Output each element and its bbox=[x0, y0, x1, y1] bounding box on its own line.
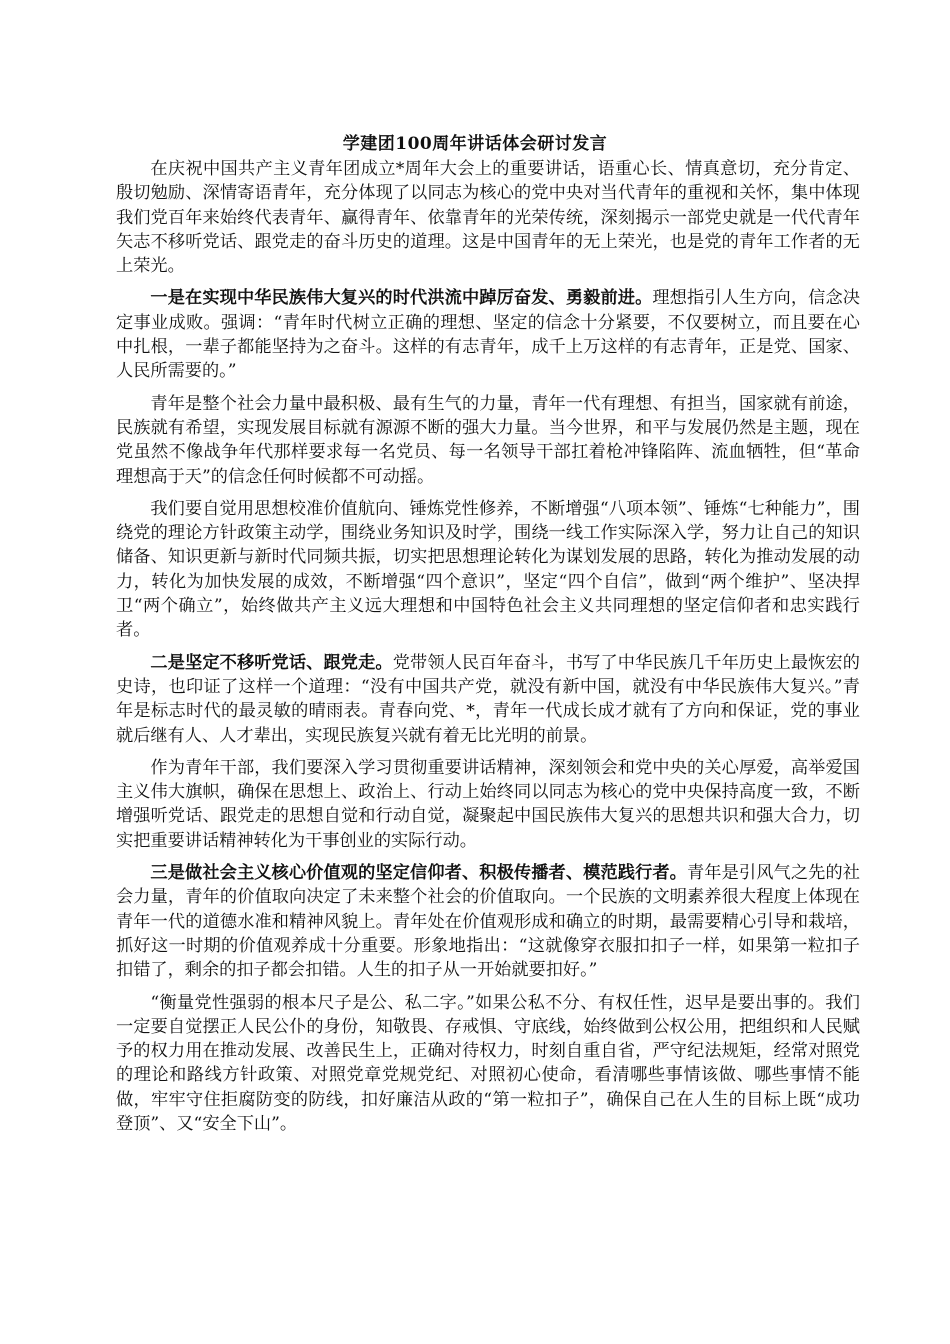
paragraph-young-cadres bbox=[116, 756, 860, 853]
paragraph-lead: 一是在实现中华民族伟大复兴的时代洪流中踔厉奋发、勇毅前进。 bbox=[150, 288, 653, 309]
paragraph-self-improvement bbox=[116, 497, 860, 643]
paragraph-text: 在庆祝中国共产主义青年团成立*周年大会上的重要讲话，语重心长、情真意切，充分肯定、殷切勉励、深情寄语青年，充分体现了以同志为核心的党中央对当代青年的重视和关怀，集中体现我们党百年来始终代表青年、赢得青年、依靠青年的光荣传统，深刻揭示一部党史就是一代代青年矢志不移听党话、跟党走的奋斗历史的道理。这是中国青年的无上荣光，也是党的青年工作者的无上荣光。 bbox=[116, 159, 860, 277]
paragraph-point-two bbox=[116, 651, 860, 748]
paragraph-text: 理想指引人生方向，信念决定事业成败。强调：“青年时代树立正确的理想、坚定的信念十分紧要，不仅要树立，而且要在心中扎根，一辈子都能坚持为之奋斗。这样的有志青年，成千上万这样的有志青年，正是党、国家、人民所需要的。” bbox=[116, 288, 860, 382]
document-body bbox=[116, 157, 860, 1136]
paragraph-youth-force bbox=[116, 392, 860, 489]
paragraph-text: 青年是引风气之先的社会力量，青年的价值取向决定了未来整个社会的价值取向。一个民族的文明素养很大程度上体现在青年一代的道德水准和精神风貌上。青年处在价值观形成和确立的时期，最需要精心引导和栽培，抓好这一时期的价值观养成十分重要。形象地指出：“这就像穿衣服扣扣子一样，如果第一粒扣子扣错了，剩余的扣子都会扣错。人生的扣子从一开始就要扣好。” bbox=[116, 863, 860, 981]
paragraph-point-one bbox=[116, 286, 860, 383]
paragraph-text: “衡量党性强弱的根本尺子是公、私二字。”如果公私不分、有权任性，迟早是要出事的。我们一定要自觉摆正人民公仆的身份，知敬畏、存戒惧、守底线，始终做到公权公用，把组织和人民赋予的权力用在推动发展、改善民生上，正确对待权力，时刻自重自省，严守纪法规矩，经常对照党的理论和路线方针政策、对照党章党规党纪、对照初心使命，看清哪些事情该做、哪些事情不能做，牢牢守住拒腐防变的防线，扣好廉洁从政的“第一粒扣子”，确保自己在人生的目标上既“成功登顶”、又“安全下山”。 bbox=[116, 992, 860, 1134]
paragraph-text: 青年是整个社会力量中最积极、最有生气的力量，青年一代有理想、有担当，国家就有前途，民族就有希望，实现发展目标就有源源不断的强大力量。当今世界，和平与发展仍然是主题，现在党虽然不像战争年代那样要求每一名党员、每一名领导干部扛着枪冲锋陷阵、流血牺牲，但“革命理想高于天”的信念任何时候都不可动摇。 bbox=[116, 393, 860, 487]
paragraph-text: 作为青年干部，我们要深入学习贯彻重要讲话精神，深刻领会和党中央的关心厚爱，高举爱国主义伟大旗帜，确保在思想上、政治上、行动上始终同以同志为核心的党中央保持高度一致，不断增强听党话、跟党走的思想自觉和行动自觉，凝聚起中国民族伟大复兴的思想共识和强大合力，切实把重要讲话精神转化为干事创业的实际行动。 bbox=[116, 757, 860, 851]
paragraph-intro bbox=[116, 157, 860, 278]
paragraph-text: 党带领人民百年奋斗，书写了中华民族几千年历史上最恢宏的史诗，也印证了这样一个道理：“没有中国共产党，就没有新中国，就没有中华民族伟大复兴。”青年是标志时代的最灵敏的晴雨表。青春向党、*，青年一代成长成才就有了方向和保证，党的事业就后继有人、人才辈出，实现民族复兴就有着无比光明的前景。 bbox=[116, 652, 860, 746]
paragraph-text: 我们要自觉用思想校准价值航向、锤炼党性修养，不断增强“八项本领”、锤炼“七种能力”，围绕党的理论方针政策主动学，围绕业务知识及时学，围绕一线工作实际深入学，努力让自己的知识储备、知识更新与新时代同频共振，切实把思想理论转化为谋划发展的思路，转化为推动发展的动力，转化为加快发展的成效，不断增强“四个意识”，坚定“四个自信”，做到“两个维护”、坚决捍卫“两个确立”，始终做共产主义远大理想和中国特色社会主义共同理想的坚定信仰者和忠实践行者。 bbox=[116, 498, 860, 641]
paragraph-lead: 三是做社会主义核心价值观的坚定信仰者、积极传播者、模范践行者。 bbox=[150, 863, 687, 884]
document-title: 学建团100周年讲话体会研讨发言 bbox=[342, 134, 608, 154]
paragraph-party-spirit bbox=[116, 991, 860, 1137]
paragraph-point-three bbox=[116, 861, 860, 982]
paragraph-lead: 二是坚定不移听党话、跟党走。 bbox=[150, 652, 393, 673]
